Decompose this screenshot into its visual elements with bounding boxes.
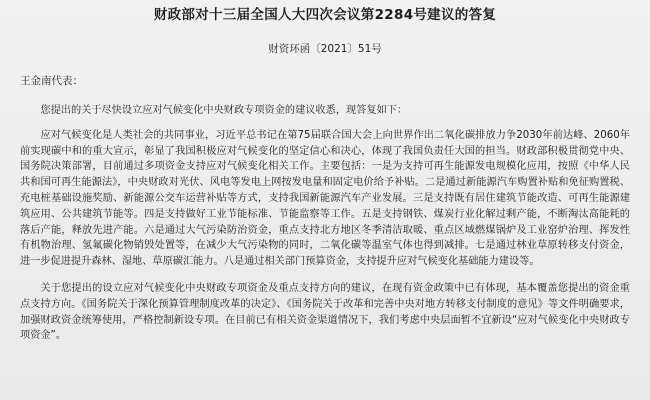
- opening-paragraph: 您提出的关于尽快设立应对气候变化中央财政专项资金的建议收悉，现答复如下：: [40, 105, 408, 116]
- document-number: 财资环函〔2021〕51号: [268, 43, 382, 55]
- document-title: 财政部对十三届全国人大四次会议第2284号建议的答复: [153, 7, 497, 23]
- measures-paragraph: 应对气候变化是人类社会的共同事业，习近平总书记在第75届联合国大会上向世界作出二氧化碳排放力争2030年前达峰、2060年前实现碳中和的重大宣示，彰显了我国积极应对气候变化的坚定信心和决心，体现了我国负责任大国的担当。财政部积极贯彻党中央、国务院决策部署，目前通过多项资金支持应对气候变化相关工作。主要包括：一是为支持可再生能源发电规模化应用，按照《中华人民共和国可再生能源法》，中央财政对光伏、风电等发电上网按发电量和固定电价给予补贴。二是通过新能源汽车购置补贴和免征购置税、充电桩基础设施奖励、新能源公交车运营补贴等方式，支持我国新能源汽车产业发展。三是支持既有居住建筑节能改造、可再生能源建筑应用、公共建筑节能等。四是支持做好工业节能标准、节能监察等工作。五是支持钢铁、煤炭行业化解过剩产能，不断淘汰高能耗的落后产能，释放先进产能。六是通过大气污染防治资金，重点支持北方地区冬季清洁取暖、重点区域燃煤锅炉及工业窑炉治理、挥发性有机物治理、氢氟碳化物销毁处置等，在减少大气污染物的同时，二氧化碳等温室气体也得到减排。七是通过林业草原转移支付资金，进一步促进提升森林、湿地、草原碳汇能力。八是通过相关部门预算资金，支持提升应对气候变化基础能力建设等。: [20, 129, 630, 268]
- salutation: 王金南代表：: [20, 75, 83, 87]
- conclusion-paragraph: 关于您提出的设立应对气候变化中央财政专项资金及重点支持方向的建议，在现有资金政策中已有体现，基本覆盖您提出的资金重点支持方向。《国务院关于深化预算管理制度改革的决定》、《国务院关于改革和完善中央对地方转移支付制度的意见》等文件明确要求，加强财政资金统筹使用，严格控制新设专项。在目前已有相关资金渠道情况下，我们考虑中央层面暂不宜新设“应对气候变化中央财政专项资金”。: [20, 282, 630, 342]
